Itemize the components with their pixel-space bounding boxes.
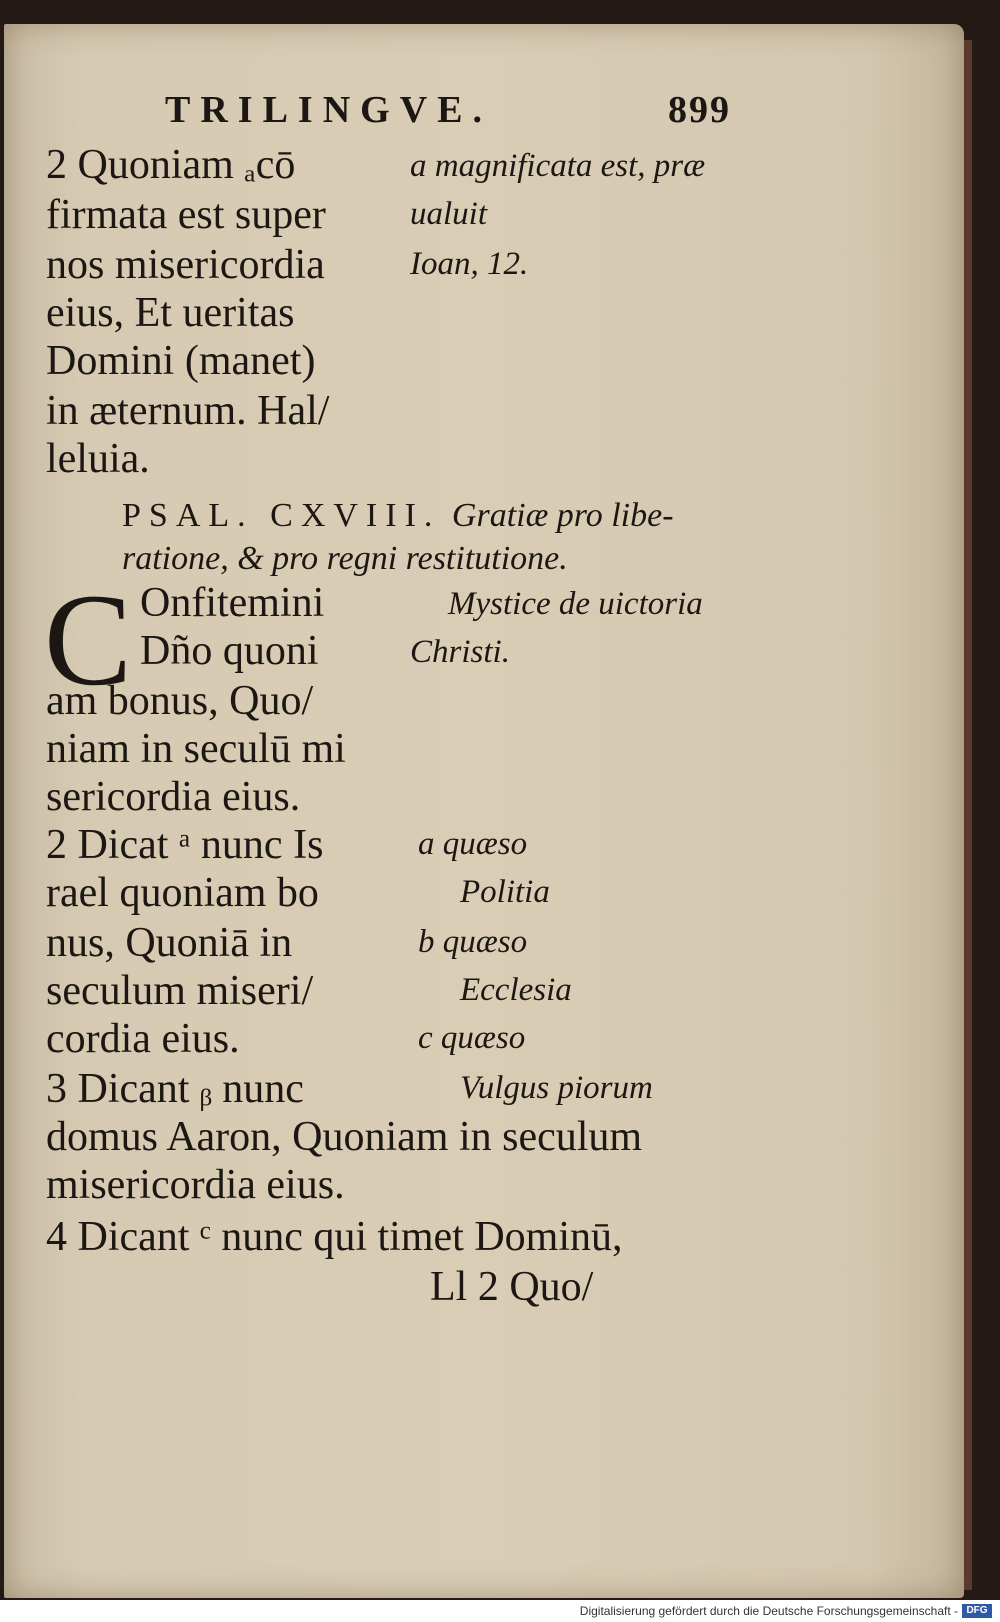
psalm-heading xyxy=(122,497,674,535)
main-line: eius, Et ueritas xyxy=(46,290,295,336)
main-line: nus, Quoniā in xyxy=(46,920,293,966)
main-line: niam in seculū mi xyxy=(46,726,346,772)
main-line: sericordia eius. xyxy=(46,774,301,820)
page-edge xyxy=(964,40,972,1590)
main-line: cordia eius. xyxy=(46,1016,240,1062)
gloss-note: Ioan, 12. xyxy=(410,246,529,282)
psalm-subtitle: Gratiæ pro libe- xyxy=(451,497,674,534)
gloss-note: a magnificata est, præ xyxy=(410,148,706,184)
gloss-note: Christi. xyxy=(410,634,510,670)
main-line: domus Aaron, Quoniam in seculum xyxy=(46,1114,643,1160)
main-line: leluia. xyxy=(46,436,150,482)
gloss-note: Ecclesia xyxy=(460,972,572,1008)
drop-cap: C xyxy=(44,566,133,713)
main-line: rael quoniam bo xyxy=(46,870,319,916)
main-line: misericordia eius. xyxy=(46,1162,345,1208)
main-line: Dño quoni xyxy=(140,628,319,674)
main-line: nos misericordia xyxy=(46,242,325,288)
main-line: 2 Quoniam ₐcō xyxy=(46,142,296,188)
dfg-logo: DFG xyxy=(962,1604,992,1618)
gloss-note: Mystice de uictoria xyxy=(448,586,703,622)
running-head: TRILINGVE. xyxy=(165,89,492,131)
footer-credit: Digitalisierung gefördert durch die Deutsche Forschungsgemeinschaft - xyxy=(579,1604,958,1618)
main-line: Domini (manet) xyxy=(46,338,316,384)
gloss-note: Vulgus piorum xyxy=(460,1070,653,1106)
main-line: seculum miseri/ xyxy=(46,968,314,1014)
main-line: 3 Dicant ᵦ nunc xyxy=(46,1066,304,1112)
page-number: 899 xyxy=(668,89,731,131)
gloss-note: Politia xyxy=(460,874,550,910)
main-line: am bonus, Quo/ xyxy=(46,678,314,724)
main-line: in æternum. Hal/ xyxy=(46,388,330,434)
gloss-note: a quæso xyxy=(418,826,528,862)
gloss-note: b quæso xyxy=(418,924,528,960)
main-line: 2 Dicat ᵃ nunc Is xyxy=(46,822,324,868)
main-line: 4 Dicant ᶜ nunc qui timet Dominū, xyxy=(46,1214,623,1260)
psalm-subtitle-line2: ratione, & pro regni restitutione. xyxy=(122,540,568,577)
gloss-note: c quæso xyxy=(418,1020,526,1056)
main-line: Onfitemini xyxy=(140,580,325,626)
catchword-line: Ll 2 Quo/ xyxy=(430,1264,594,1310)
main-line: firmata est super xyxy=(46,192,326,238)
gloss-note: ualuit xyxy=(410,196,488,232)
psalm-number: PSAL. CXVIII. xyxy=(122,497,441,534)
